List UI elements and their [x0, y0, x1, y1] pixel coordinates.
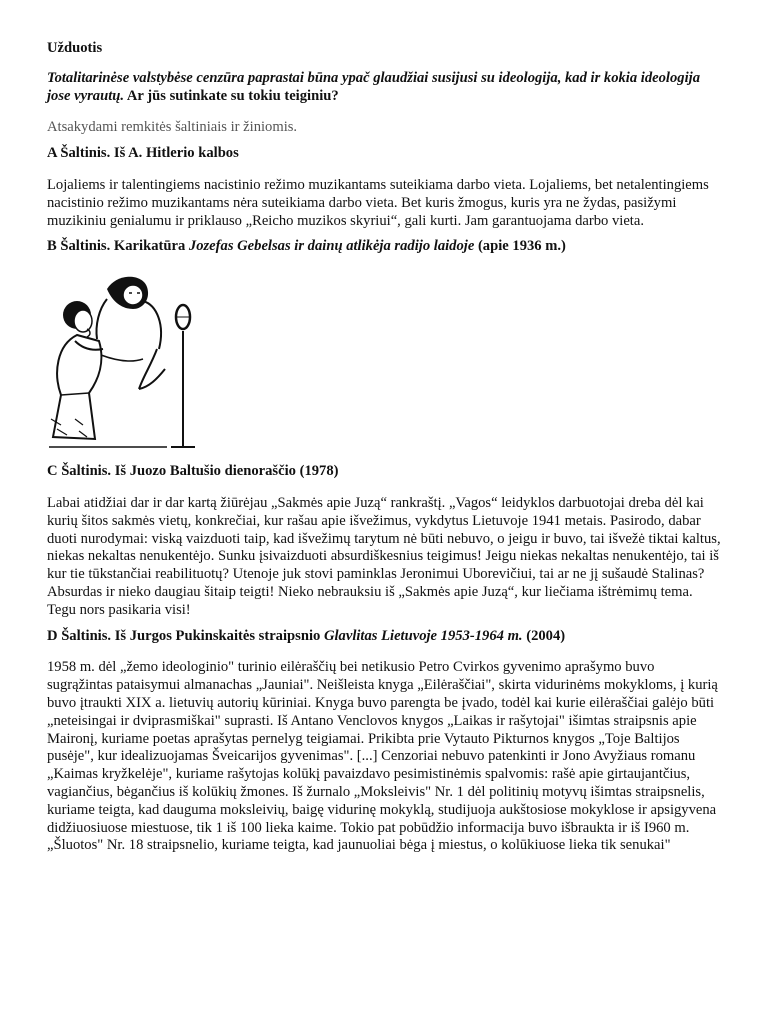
source-b-heading-prefix: B Šaltinis. Karikatūra: [47, 238, 189, 255]
source-d-heading-title: Glavlitas Lietuvoje 1953-1964 m.: [323, 627, 523, 644]
cartoon-image: [47, 269, 207, 449]
source-c-heading: C Šaltinis. Iš Juozo Baltušio dienoraščio (1978): [47, 463, 339, 480]
source-d-heading-prefix: D Šaltinis. Iš Jurgos Pukinskaitės straipsnio: [47, 627, 324, 644]
source-d-heading-suffix: (2004): [522, 627, 566, 644]
task-heading: Užduotis: [47, 40, 103, 56]
task-instruction: Atsakydami remkitės šaltiniais ir žiniomis.: [47, 119, 298, 136]
source-a-heading: A Šaltinis. Iš A. Hitlerio kalbos: [47, 145, 239, 162]
task-question-italic: Totalitarinėse valstybėse cenzūra paprastai būna ypač glaudžiai susijusi su ideologija, kad ir kokia ideologija jose vyrautų.: [47, 69, 700, 104]
source-d-heading: [47, 628, 721, 646]
task-question: [47, 70, 721, 106]
source-b-heading-title: Jozefas Gebelsas ir dainų atlikėja radijo laidoje: [188, 238, 475, 255]
source-b-heading: [47, 238, 721, 256]
task-question-plain: Ar jūs sutinkate su tokiu teiginiu?: [124, 87, 339, 104]
source-d-text: 1958 m. dėl „žemo ideologinio" turinio eilėraščių bei netikusio Petro Cvirkos gyvenimo aprašymo buvo sugrąžintas pataisymui almanachas „Jauniai". Neišleista knyga „Eilėraščiai", skirta vidurinėms mokykloms, į kurią buvo įtraukti XIX a. lietuvių autorių kūriniai. Knyga buvo parengta be įvado, todėl kai kurie eilėraščiai galėjo būti „neteisingai ir dviprasmiškai" suprasti. Iš Antano Venclovos knygos „Laikas ir rašytojai" išimtas straipsnis apie Maironį, kuriame poetas aprašytas pernelyg teigiamai. Prikibta prie Vytauto Pikturnos knygos „Toje Baltijos pusėje", kur idealizuojamas Šveicarijos gyvenimas". [...] Cenzoriai nebuvo patenkinti ir Jono Avyžiaus romanu „Kaimas kryžkelėje", kuriame rašytojas kolūkį pavaizdavo pesimistinėmis spalvomis: rašė apie girtaujantčius, vagiančius, bėgančius iš kolūkių žmones. Iš žurnalo „Moksleivis" Nr. 1 dėl politinių motyvų išimtas straipsnelis, kuriame teigta, kad dauguma moksleivių, baigę vidurinę mokyklą, studijuoja aukštosiose mokyklose ir apsigyvena didžiuosiuose miestuose, tik 1 iš 100 lieka kaime. Tokio pat pobūdžio informacija buvo išbraukta ir iš I960 m. „Šluotos" Nr. 18 straipsnelio, kuriame teigta, kad jaunuoliai bėga į miestus, o kolūkiuose lieka tik senukai": [47, 659, 718, 854]
cartoon-illustration: [47, 269, 207, 449]
source-c-text: Labai atidžiai dar ir dar kartą žiūrėjau „Sakmės apie Juzą“ rankraštį. „Vagos“ leidyklos darbuotojai dreba dėl kai kurių šitos sakmės vietų, konkrečiai, kur rašau apie išvežimus, vykdytus Lietuvoje 1941 metais. Pasirodo, dabar duoti nurodymai: viską vaizduoti taip, kad išvežimų tarytum nė būti nebuvo, o jeigu ir buvo, tai išvežė tiktai kaltus, niekas nekaltas nenukentėjo. Sunku įsivaizduoti absurdiškesnius teigimus! Jeigu niekas nekaltas nenukentėjo, tai iš kur tie tūkstančiai reabilituotų? Utenoje juk stovi paminklas Jeronimui Uborevičiui, tai ar ne jį sušaudė Stalinas? Absurdas ir nieko daugiau šitaip teigti! Nieko nebrauksiu iš „Sakmės apie Juzą“, kur liečiama ištrėmimų tema. Tegu nors pasikaria visi!: [47, 494, 721, 618]
source-b-heading-suffix: (apie 1936 m.): [474, 238, 566, 255]
source-a-text: Lojaliems ir talentingiems nacistinio režimo muzikantams suteikiama darbo vieta. Lojaliems, bet netalentingiems nacistinio režimo muzikantams nėra suteikiama darbo vieta. Bet kuris žmogus, kuris yra ne žydas, pasižymi muzikiniu genialumu ir priklauso „Reicho muzikos skyriui“, gali kurti. Jam garantuojama darbo vieta.: [47, 176, 709, 229]
